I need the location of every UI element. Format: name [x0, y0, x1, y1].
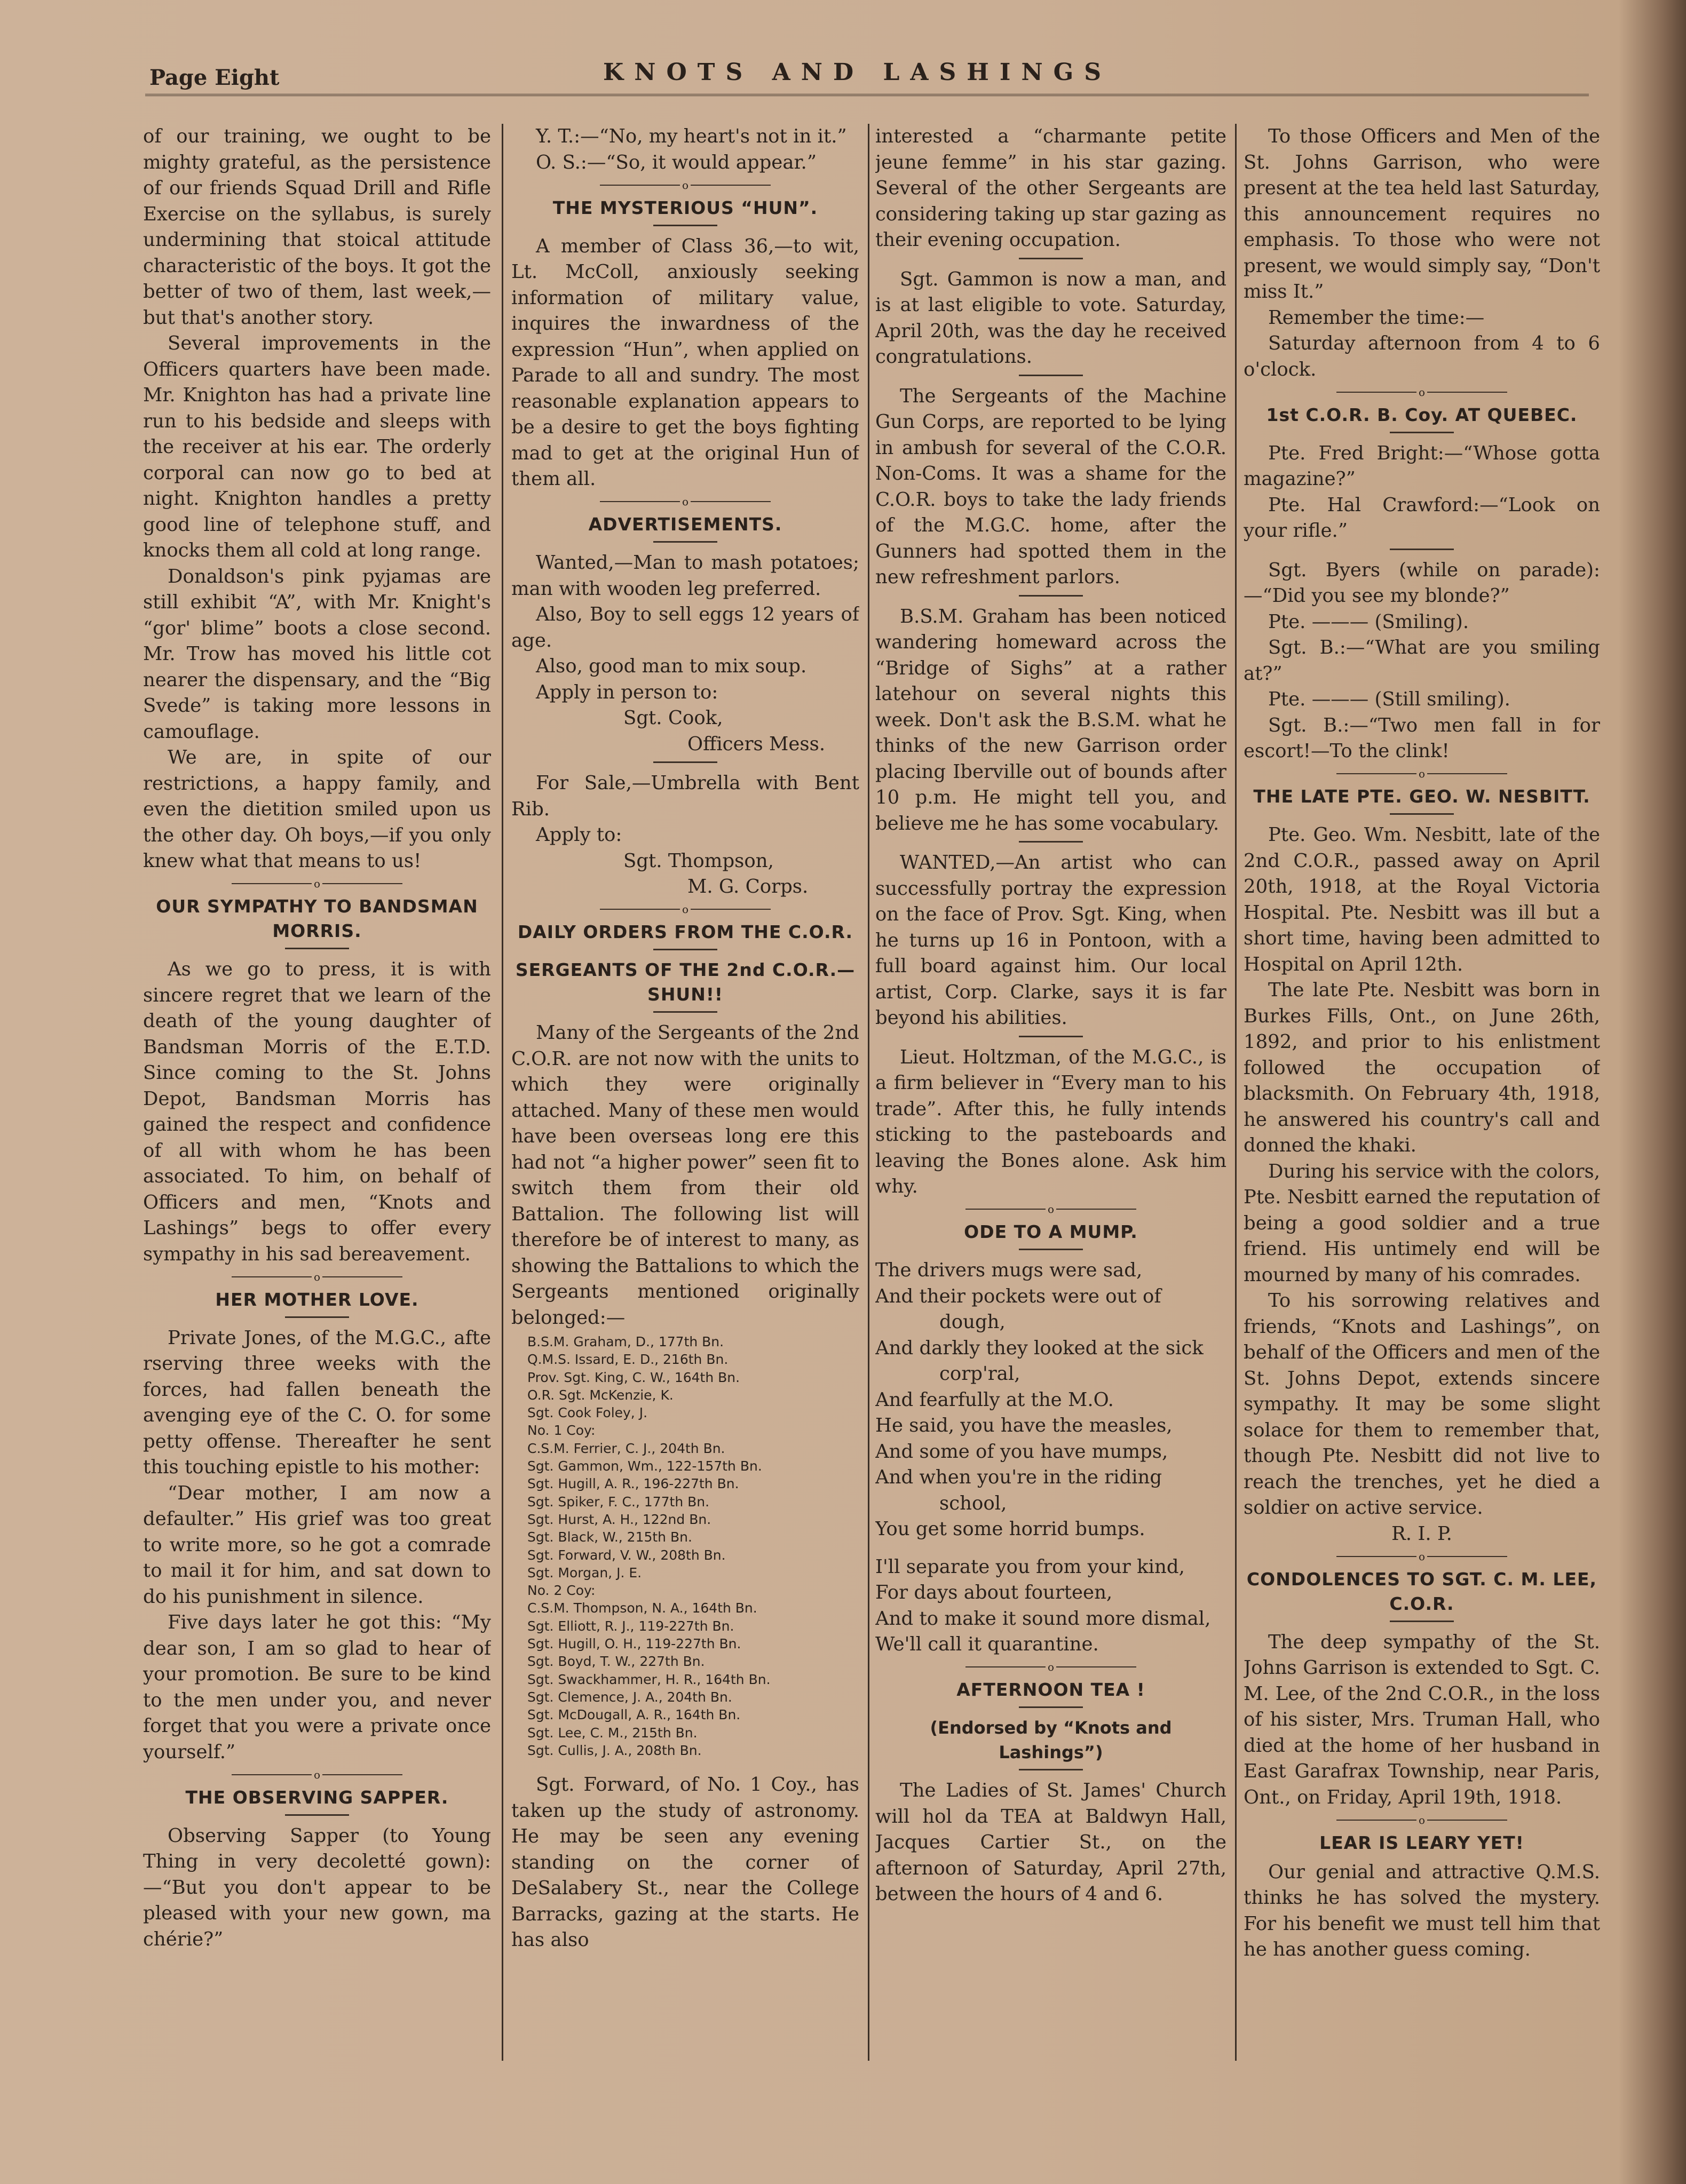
article-heading: ADVERTISEMENTS.: [588, 514, 782, 535]
article-heading: ODE TO A MUMP.: [964, 1221, 1138, 1242]
divider-rule: [653, 761, 717, 763]
roster-entry: Sgt. Hugill, O. H., 119-227th Bn.: [527, 1636, 741, 1652]
article-heading: LEAR IS LEARY YET!: [1319, 1832, 1524, 1853]
roster-entry: Sgt. Morgan, J. E.: [527, 1564, 642, 1581]
poem-line: I'll separate you from your kind,: [875, 1555, 1185, 1578]
masthead-title: KNOTS AND LASHINGS: [603, 59, 1112, 86]
roster-entry: Sgt. Cook Foley, J.: [527, 1405, 648, 1421]
roster-entry: Sgt. Gammon, Wm., 122-157th Bn.: [527, 1458, 762, 1474]
heading-rule: [1019, 1249, 1083, 1250]
paragraph: Pte. ——— (Smiling).: [1268, 610, 1469, 633]
section-separator: o: [511, 901, 859, 917]
poem: [875, 1258, 1226, 1658]
paragraph: Sgt. Gammon is now a man, and is at last eligible to vote. Saturday, April 20th, was the day he received congratulations.: [875, 268, 1226, 368]
paragraph: Sgt. Byers (while on parade):—“Did you see my blonde?”: [1244, 559, 1600, 607]
poem-line: The drivers mugs were sad,: [875, 1259, 1143, 1281]
paragraph: Sgt. B.:—“Two men fall in for escort!—To the clink!: [1244, 714, 1600, 762]
column-divider: [1235, 124, 1237, 2061]
article-heading: THE OBSERVING SAPPER.: [185, 1786, 449, 1808]
poem-line: school,: [939, 1492, 1007, 1514]
heading-rule: [285, 1316, 349, 1318]
paragraph: interested a “charmante petite jeune femme” in his star gazing. Several of the other Sergeants are considering taking up star gazing as their evening occupation.: [875, 125, 1226, 251]
poem-line: For days about fourteen,: [875, 1582, 1113, 1603]
section-separator: o: [1244, 1548, 1600, 1564]
paragraph: Many of the Sergeants of the 2nd C.O.R. are not now with the units to which they were originally attached. Many of these men would have been overseas long ere this had not “a higher power” seen fit to switch them from their old Battalion. The following list will therefore be of interest to many, as showing the Battalions to which the Sergeants mentioned originally belonged:—: [511, 1022, 859, 1329]
heading-rule: [653, 225, 717, 226]
paragraph: B.S.M. Graham has been noticed wandering homeward across the “Bridge of Sighs” at a rather latehour on several nights this week. Don't ask the B.S.M. what he thinks of the new Garrison order placing Iberville out of bounds after 10 p.m. He might tell you, and believe me he has some vocabulary.: [875, 605, 1226, 835]
paragraph: Apply to:: [536, 824, 622, 846]
heading-rule: [1019, 1769, 1083, 1770]
section-separator: o: [143, 876, 491, 892]
paragraph: Pte. Fred Bright:—“Whose gotta magazine?”: [1244, 442, 1600, 490]
paragraph: “Dear mother, I am now a defaulter.” His grief was too great to write more, so he got a comrade to mail it for him, and sat down to do his punishment in silence.: [143, 1482, 491, 1608]
paragraph: We are, in spite of our restrictions, a happy family, and even the dietition smiled upon us the other day. Oh boys,—if you only knew what that means to us!: [143, 746, 491, 872]
section-separator: o: [143, 1766, 491, 1782]
section-separator: o: [875, 1201, 1226, 1217]
divider-rule: [1019, 1036, 1083, 1037]
article-heading: CONDOLENCES TO SGT. C. M. LEE, C.O.R.: [1246, 1568, 1597, 1614]
roster-entry: Prov. Sgt. King, C. W., 164th Bn.: [527, 1369, 740, 1385]
roster-entry: Sgt. Hurst, A. H., 122nd Bn.: [527, 1511, 711, 1527]
heading-rule: [653, 541, 717, 543]
paragraph: Also, Boy to sell eggs 12 years of age.: [511, 603, 859, 652]
heading-rule: [285, 948, 349, 949]
paragraph: Private Jones, of the M.G.C., afte rserving three weeks with the forces, had fallen beneath the avenging eye of the C. O. for some petty offense. Thereafter he sent this touching epistle to his mother:: [143, 1327, 491, 1478]
article-heading: 1st C.O.R. B. Coy. AT QUEBEC.: [1266, 404, 1578, 425]
section-separator: o: [1244, 384, 1600, 400]
paragraph: Pte. Geo. Wm. Nesbitt, late of the 2nd C.O.R., passed away on April 20th, 1918, at the Royal Victoria Hospital. Pte. Nesbitt was ill but a short time, having been admitted to Hospital on April 12th.: [1244, 824, 1600, 975]
paragraph: The Ladies of St. James' Church will hol da TEA at Baldwyn Hall, Jacques Cartier St., on the afternoon of Saturday, April 27th, between the hours of 4 and 6.: [875, 1780, 1226, 1905]
paragraph: Sgt. B.:—“What are you smiling at?”: [1244, 637, 1600, 685]
heading-rule: [653, 1011, 717, 1013]
header-rule: [145, 94, 1589, 96]
column-3: [875, 124, 1226, 2098]
section-separator: o: [1244, 766, 1600, 782]
section-separator: o: [1244, 1812, 1600, 1828]
column-divider: [868, 124, 869, 2061]
paragraph: Several improvements in the Officers quarters have been made. Mr. Knighton has had a private line run to his bedside and sleeps with the receiver at his ear. The orderly corporal can now go to bed at night. Knighton handles a pretty good line of telephone stuff, and knocks them all cold at long range.: [143, 332, 491, 561]
heading-rule: [1390, 813, 1454, 815]
paragraph: The deep sympathy of the St. Johns Garrison is extended to Sgt. C. M. Lee, of the 2nd C.O.R., in the loss of his sister, Mrs. Truman Hall, who died at the home of her husband in East Garafrax Township, near Paris, Ont., on Friday, April 19th, 1918.: [1244, 1631, 1600, 1808]
paragraph: The Sergeants of the Machine Gun Corps, are reported to be lying in ambush for several of the C.O.R. Non-Coms. It was a shame for the C.O.R. boys to take the lady friends of the M.G.C. home, after the Gunners had spotted them in the new refreshment parlors.: [875, 385, 1226, 588]
heading-rule: [653, 949, 717, 950]
poem-line: He said, you have the measles,: [875, 1415, 1173, 1436]
article-heading: HER MOTHER LOVE.: [215, 1289, 419, 1310]
paragraph: The late Pte. Nesbitt was born in Burkes Fills, Ont., on June 26th, 1892, and prior to his enlistment followed the occupation of blacksmith. On February 4th, 1918, he answered his country's call and donned the khaki.: [1244, 979, 1600, 1156]
section-separator: o: [511, 177, 859, 193]
article-heading: DAILY ORDERS FROM THE C.O.R.: [517, 922, 853, 942]
paragraph: To his sorrowing relatives and friends, “Knots and Lashings”, on behalf of the Officers and men of the St. Johns Depot, extends sincere sympathy. It may be some slight solace for them to remember that, though Pte. Nesbitt did not live to reach the trenches, yet he died a soldier on active service.: [1244, 1290, 1600, 1519]
signature: Sgt. Cook,: [623, 707, 723, 729]
column-2: [511, 124, 859, 2098]
poem-line: You get some horrid bumps.: [875, 1518, 1145, 1540]
divider-rule: [1019, 595, 1083, 597]
paragraph: Pte. ——— (Still smiling).: [1268, 688, 1510, 710]
closing-line: R. I. P.: [1391, 1522, 1452, 1545]
paragraph: Y. T.:—“No, my heart's not in it.”: [536, 125, 847, 147]
roster-entry: Sgt. Swackhammer, H. R., 164th Bn.: [527, 1671, 771, 1687]
roster-entry: Sgt. Spiker, F. C., 177th Bn.: [527, 1494, 710, 1510]
article-heading: OUR SYMPATHY TO BANDSMAN MORRIS.: [156, 896, 478, 941]
article-heading: THE MYSTERIOUS “HUN”.: [552, 197, 818, 218]
roster-entry: No. 2 Coy:: [527, 1583, 596, 1599]
article-heading: THE LATE PTE. GEO. W. NESBITT.: [1253, 786, 1590, 807]
divider-rule: [1019, 375, 1083, 376]
article-heading: AFTERNOON TEA !: [956, 1679, 1145, 1700]
heading-rule: [285, 1814, 349, 1816]
paragraph: Wanted,—Man to mash potatoes; man with wooden leg preferred.: [511, 552, 859, 600]
paragraph: O. S.:—“So, it would appear.”: [536, 151, 817, 173]
poem-line: And their pockets were out of: [875, 1285, 1161, 1307]
heading-rule: [1390, 1621, 1454, 1622]
roster-entry: C.S.M. Thompson, N. A., 164th Bn.: [527, 1600, 757, 1616]
roster-entry: Sgt. Elliott, R. J., 119-227th Bn.: [527, 1618, 734, 1634]
section-separator: o: [143, 1268, 491, 1284]
divider-rule: [1019, 258, 1083, 259]
roster-entry: C.S.M. Ferrier, C. J., 204th Bn.: [527, 1440, 725, 1456]
article-heading: SERGEANTS OF THE 2nd C.O.R.—SHUN!!: [515, 959, 856, 1005]
roster-entry: O.R. Sgt. McKenzie, K.: [527, 1387, 674, 1403]
roster-entry: Sgt. Boyd, T. W., 227th Bn.: [527, 1654, 705, 1670]
paragraph: Pte. Hal Crawford:—“Look on your rifle.”: [1244, 494, 1600, 542]
heading-rule: [1019, 1706, 1083, 1708]
paragraph: During his service with the colors, Pte. Nesbitt earned the reputation of being a good soldier and a true friend. His untimely end will be mourned by many of his comrades.: [1244, 1160, 1600, 1286]
heading-rule: [1390, 432, 1454, 433]
paragraph: Donaldson's pink pyjamas are still exhibit “A”, with Mr. Knight's “gor' blime” boots a close second. Mr. Trow has moved his little cot nearer the dispensary, and the “Big Svede” is taking more lessons in camouflage.: [143, 565, 491, 743]
paragraph: of our training, we ought to be mighty grateful, as the persistence of our friends Squad Drill and Rifle Exercise on the syllabus, is surely undermining that stoical attitude characteristic of the boys. It got the better of two of them, last week,—but that's another story.: [143, 125, 491, 329]
paragraph: Remember the time:—: [1268, 306, 1485, 329]
column-divider: [502, 124, 503, 2061]
roster-entry: Sgt. Black, W., 215th Bn.: [527, 1529, 692, 1545]
article-subheading: (Endorsed by “Knots and Lashings”): [930, 1718, 1172, 1762]
paragraph: Sgt. Forward, of No. 1 Coy., has taken up the study of astronomy. He may be seen any evening standing on the corner of DeSalabery St., near the College Barracks, gazing at the starts. He has also: [511, 1774, 859, 1951]
section-separator: o: [875, 1659, 1226, 1675]
signature: Sgt. Thompson,: [623, 849, 774, 872]
roster-entry: B.S.M. Graham, D., 177th Bn.: [527, 1334, 724, 1349]
paragraph: Apply in person to:: [536, 681, 718, 703]
signature: M. G. Corps.: [687, 876, 809, 898]
poem-line: And when you're in the riding: [875, 1466, 1162, 1488]
poem-line: And some of you have mumps,: [875, 1440, 1168, 1463]
sergeant-roster: [527, 1333, 859, 1759]
paragraph: WANTED,—An artist who can successfully portray the expression on the face of Prov. Sgt. King, when he turns up 16 in Pontoon, with a full board against him. Our local artist, Corp. Clarke, says it is far beyond his abilities.: [875, 852, 1226, 1029]
column-4: [1244, 124, 1600, 2098]
divider-rule: [1019, 841, 1083, 843]
poem-line: And fearfully at the M.O.: [875, 1388, 1114, 1411]
poem-line: We'll call it quarantine.: [875, 1633, 1099, 1655]
paragraph: As we go to press, it is with sincere regret that we learn of the death of the young daughter of Bandsman Morris of the E.T.D. Since coming to the St. Johns Depot, Bandsman Morris has gained the respect and confidence of all with whom he has been associated. To him, on behalf of Officers and men, “Knots and Lashings” begs to offer every sympathy in his sad bereavement.: [143, 958, 491, 1265]
roster-entry: Q.M.S. Issard, E. D., 216th Bn.: [527, 1352, 729, 1368]
paragraph: For Sale,—Umbrella with Bent Rib.: [511, 772, 859, 820]
signature: Officers Mess.: [687, 733, 826, 755]
poem-line: corp'ral,: [939, 1363, 1020, 1385]
poem-line: And to make it sound more dismal,: [875, 1607, 1211, 1630]
poem-line: And darkly they looked at the sick: [875, 1337, 1204, 1359]
page-number: Page Eight: [149, 65, 280, 90]
roster-entry: Sgt. Clemence, J. A., 204th Bn.: [527, 1689, 732, 1705]
paragraph: Observing Sapper (to Young Thing in very decoletté gown):—“But you don't appear to be pleased with your new gown, ma chérie?”: [143, 1824, 491, 1950]
paragraph: To those Officers and Men of the St. Johns Garrison, who were present at the tea held last Saturday, this announcement requires no emphasis. To those who were not present, we would simply say, “Don't miss It.”: [1244, 125, 1600, 303]
roster-entry: Sgt. McDougall, A. R., 164th Bn.: [527, 1707, 741, 1723]
paragraph: Lieut. Holtzman, of the M.G.C., is a firm believer in “Every man to his trade”. After this, he fully intends sticking to the pasteboards and leaving the Bones alone. Ask him why.: [875, 1046, 1226, 1197]
poem-line: dough,: [939, 1311, 1006, 1333]
roster-entry: Sgt. Hugill, A. R., 196-227th Bn.: [527, 1476, 739, 1492]
paragraph: A member of Class 36,—to wit, Lt. McColl, anxiously seeking information of military value, inquires the inwardness of the expression “Hun”, when applied on Parade to all and sundry. The most reasonable explanation appears to be a desire to get the boys fighting mad to get at the original Hun of them all.: [511, 235, 859, 490]
paragraph: Saturday afternoon from 4 to 6 o'clock.: [1244, 332, 1600, 380]
section-separator: o: [511, 494, 859, 510]
roster-entry: Sgt. Cullis, J. A., 208th Bn.: [527, 1742, 702, 1758]
paragraph: Five days later he got this: “My dear son, I am so glad to hear of your promotion. Be sure to be kind to the men under you, and never forget that you were a private once yourself.”: [143, 1611, 491, 1763]
roster-entry: Sgt. Forward, V. W., 208th Bn.: [527, 1547, 726, 1563]
column-1: [143, 124, 491, 2098]
divider-rule: [1390, 549, 1454, 550]
roster-entry: No. 1 Coy:: [527, 1423, 596, 1439]
paragraph: Our genial and attractive Q.M.S. thinks he has solved the mystery. For his benefit we must tell him that he has another guess coming.: [1244, 1861, 1600, 1960]
paragraph: Also, good man to mix soup.: [536, 655, 807, 677]
roster-entry: Sgt. Lee, C. M., 215th Bn.: [527, 1725, 698, 1741]
